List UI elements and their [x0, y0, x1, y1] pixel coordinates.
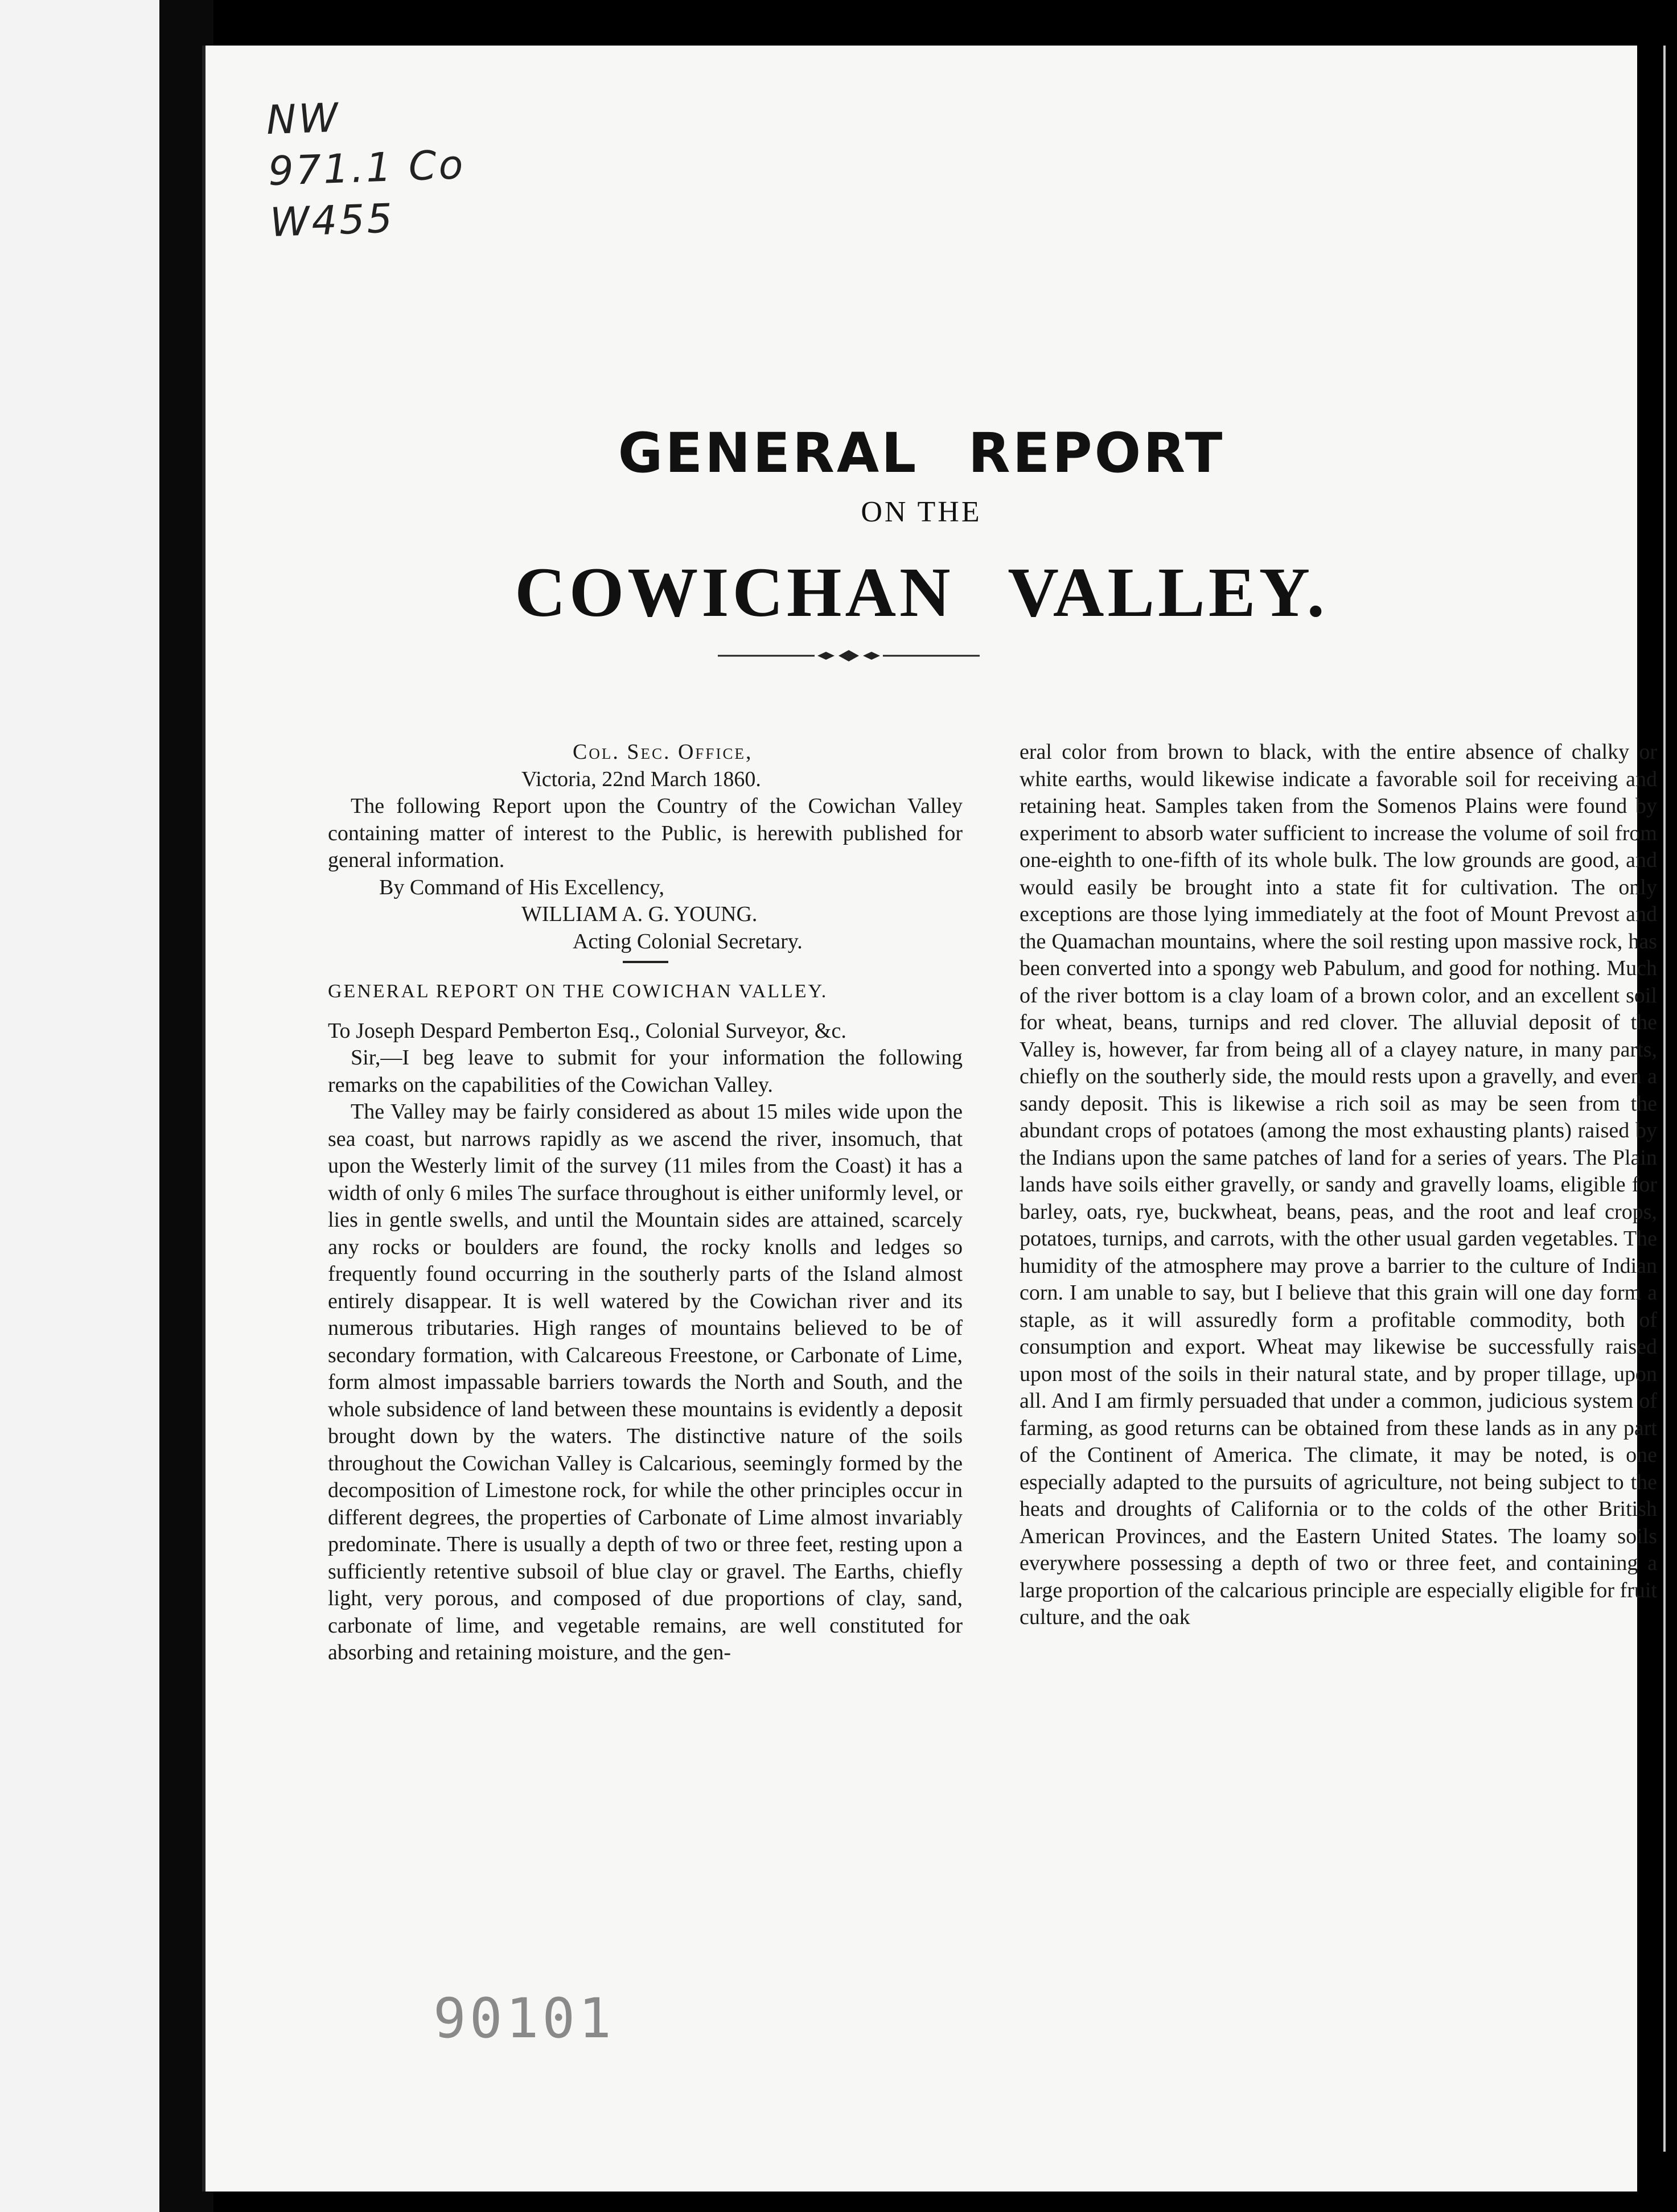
handwritten-line: 971.1 Co — [267, 141, 466, 195]
notice-place-date: Victoria, 22nd March 1860. — [521, 767, 761, 791]
report-paragraph-left: The Valley may be fairly considered as about 15 miles wide upon the sea coast, but narrows rapidly as we ascend the river, insomuch, that upon the Westerly limit of the survey (11 miles from the Coast) it has a width of only 6 miles The surface throughout is either uniformly level, or lies in gentle swells, and until the Mountain sides are attained, scarcely any rocks or boulders are found, the rocky knolls and ledges so frequently found occurring in the southerly parts of the Island almost entirely disappear. It is well watered by the Cowichan river and its numerous tributaries. High ranges of mountains believed to be of secondary formation, with Calcareous Freestone, or Carbonate of Lime, form almost impassable barriers towards the North and South, and the whole subsidence of land between these mountains is evidently a deposit brought down by the waters. The distinctive nature of the soils throughout the Cowichan Valley is Calcarious, seemingly formed by the decomposition of Limestone rock, for while the other principles occur in different degrees, the properties of Carbonate of Lime almost invariably predominate. There is usually a depth of two or three feet, resting upon a sufficiently retentive subsoil of blue clay or gravel. The Earths, chiefly light, very porous, and composed of due proportions of clay, sand, carbonate of lime, and vegetable remains, are well constituted for absorbing and retaining moisture, and the gen- — [328, 1100, 963, 1664]
notice-signatory-title: Acting Colonial Secretary. — [573, 929, 803, 953]
title-ornament — [718, 649, 980, 663]
section-divider — [623, 961, 668, 963]
left-margin-strip — [0, 0, 159, 2212]
title-line-on-the: ON THE — [861, 496, 982, 528]
notice-command: By Command of His Excellency, — [379, 875, 664, 899]
title-line-general-report: GENERAL REPORT — [618, 421, 1225, 485]
title-line-cowichan-valley: COWICHAN VALLEY. — [515, 553, 1328, 631]
report-addressee: To Joseph Despard Pemberton Esq., Colonial Surveyor, &c. — [328, 1018, 846, 1043]
left-column — [328, 739, 963, 1667]
report-salutation: Sir,—I beg leave to submit for your information the following remarks on the capabilities of the Cowichan Valley. — [328, 1046, 963, 1097]
handwritten-call-number — [265, 88, 468, 248]
accession-stamp: 90101 — [433, 1987, 615, 2050]
notice-signatory: WILLIAM A. G. YOUNG. — [521, 902, 758, 926]
right-column — [1020, 739, 1657, 1631]
handwritten-line: NW — [265, 94, 341, 144]
report-paragraph-right: eral color from brown to black, with the entire absence of chalky or white earths, would likewise indicate a favorable soil for receiving and retaining heat. Samples taken from the Somenos Plains were found by experiment to absorb water sufficient to increase the volume of soil from one-eighth to one-fifth of its whole bulk. The low grounds are good, and would easily be brought into a state fit for cultivation. The only exceptions are those lying immediately at the foot of Mount Prevost and the Quamachan mountains, where the soil resting upon massive rock, has been converted into a spongy web Pabulum, and good for nothing. Much of the river bottom is a clay loam of a brown color, and an excellent soil for wheat, beans, turnips and red clover. The alluvial deposit of the Valley is, however, far from being all of a clayey nature, in many parts, chiefly on the southerly side, the mould rests upon a gravelly, and even a sandy deposit. This is likewise a rich soil as may be seen from the abundant crops of potatoes (among the most exhausting plants) raised by the Indians upon the same patches of land for a series of years. The Plain lands have soils either gravelly, or sandy and gravelly loams, eligible for barley, oats, rye, buckwheat, beans, peas, and the root and leaf crops, potatoes, turnips, and carrots, with the other usual garden vegetables. The humidity of the atmosphere may prove a barrier to the culture of Indian corn. I am unable to say, but I believe that this grain will one day form a staple, as it will assuredly form a profitable commodity, both of consumption and export. Wheat may likewise be successfully raised upon most of the soils in their natural state, and by proper tillage, upon all. And I am firmly persuaded that under a common, judicious system of farming, as good returns can be obtained from these lands as in any part of the Continent of America. The climate, it may be noted, is one especially adapted to the pursuits of agriculture, not being subject to the heats and droughts of California or to the colds of the other British American Provinces, and the Eastern United States. The loamy soils everywhere possessing a depth of two or three feet, and containing a large proportion of the calcarious principle are especially eligible for fruit culture, and the oak — [1020, 740, 1657, 1629]
notice-office: Col. Sec. Office, — [573, 740, 753, 764]
handwritten-line: W455 — [269, 195, 396, 246]
notice-body: The following Report upon the Country of the Cowichan Valley containing matter of interest to the Public, is herewith published for general information. — [328, 794, 963, 872]
report-heading: GENERAL REPORT ON THE COWICHAN VALLEY. — [328, 981, 828, 1002]
document-page — [202, 46, 1657, 2192]
page-edge — [1663, 46, 1666, 2152]
